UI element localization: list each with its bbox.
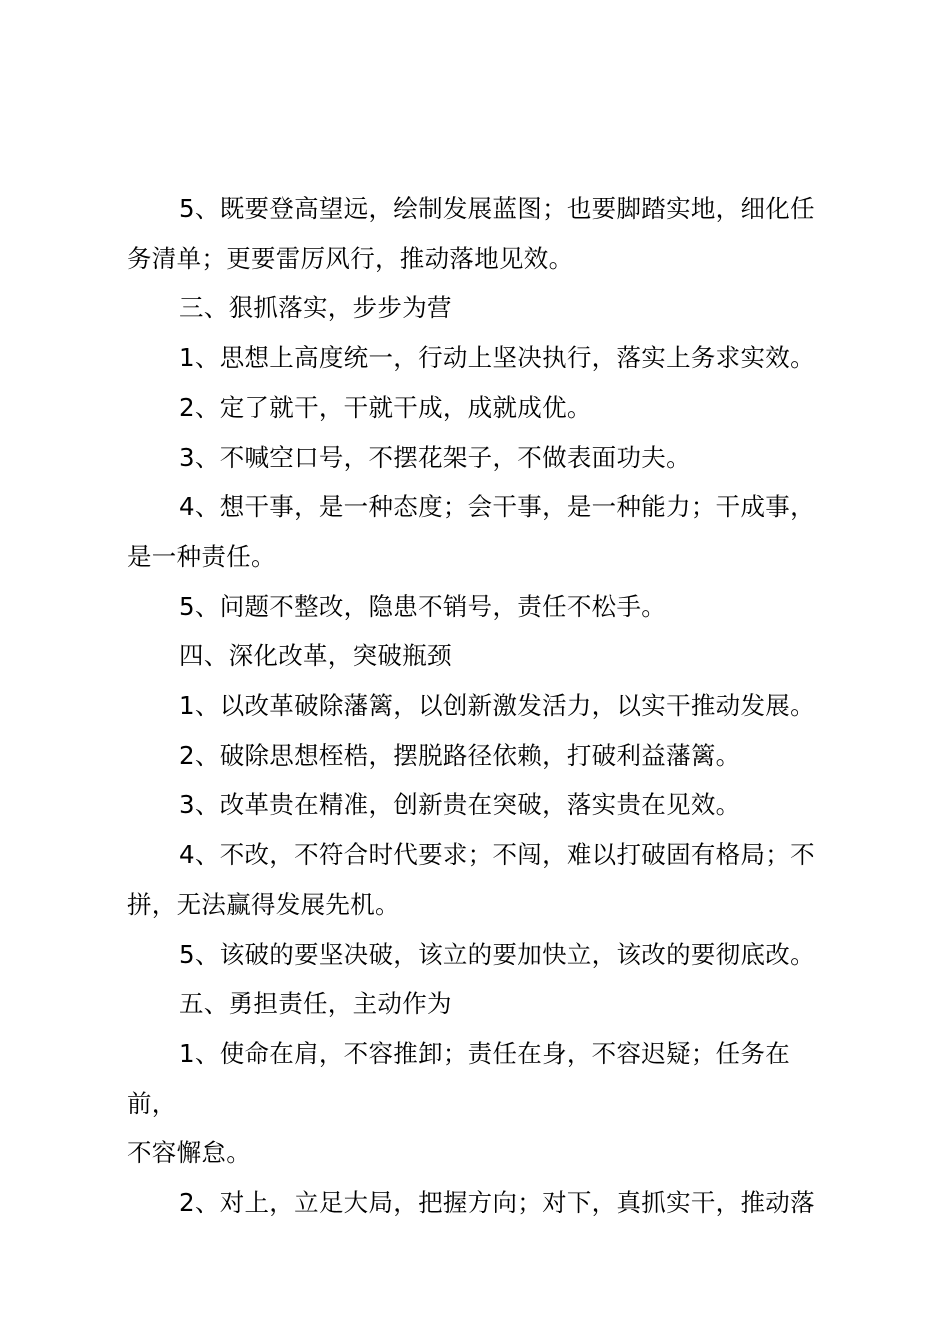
paragraph [127,1029,839,1178]
text-line: 务清单；更要雷厉风行，推动落地见效。 [127,243,574,273]
text-line: 三、狠抓落实，步步为营 [179,293,452,323]
text-line: 1、以改革破除藩篱，以创新激发活力，以实干推动发展。 [179,691,815,721]
text-line: 4、想干事，是一种态度；会干事，是一种能力；干成事， [179,492,815,522]
paragraph [127,731,839,781]
paragraph [127,184,839,283]
section-heading [127,631,839,681]
text-line: 拼，无法赢得发展先机。 [127,889,400,919]
text-line: 四、深化改革，突破瓶颈 [179,641,452,671]
text-line: 不容懈怠。 [127,1138,251,1168]
document-body [127,184,839,1228]
text-line: 4、不改，不符合时代要求；不闯，难以打破固有格局；不 [179,840,815,870]
paragraph [127,780,839,830]
text-line: 3、改革贵在精准，创新贵在突破，落实贵在见效。 [179,790,741,820]
paragraph [127,433,839,483]
section-heading [127,283,839,333]
text-line: 2、破除思想桎梏，摆脱路径依赖，打破利益藩篱。 [179,740,741,770]
text-line: 2、对上，立足大局，把握方向；对下，真抓实干，推动落 [179,1188,815,1218]
paragraph [127,930,839,980]
section-heading [127,979,839,1029]
text-line: 3、不喊空口号，不摆花架子，不做表面功夫。 [179,442,691,472]
text-line: 5、既要登高望远，绘制发展蓝图；也要脚踏实地，细化任 [179,194,815,223]
paragraph [127,333,839,383]
paragraph [127,830,839,929]
paragraph [127,681,839,731]
paragraph [127,383,839,433]
text-line: 5、该破的要坚决破，该立的要加快立，该改的要彻底改。 [179,939,815,969]
text-line: 1、思想上高度统一，行动上坚决执行，落实上务求实效。 [179,343,815,373]
text-line: 5、问题不整改，隐患不销号，责任不松手。 [179,591,667,621]
paragraph [127,582,839,632]
text-line: 2、定了就干，干就干成，成就成优。 [179,392,592,422]
text-line: 是一种责任。 [127,541,276,571]
paragraph [127,1178,839,1228]
paragraph [127,482,839,581]
text-line: 五、勇担责任，主动作为 [179,989,452,1019]
text-line: 1、使命在肩，不容推卸；责任在身，不容迟疑；任务在前， [127,1038,791,1118]
